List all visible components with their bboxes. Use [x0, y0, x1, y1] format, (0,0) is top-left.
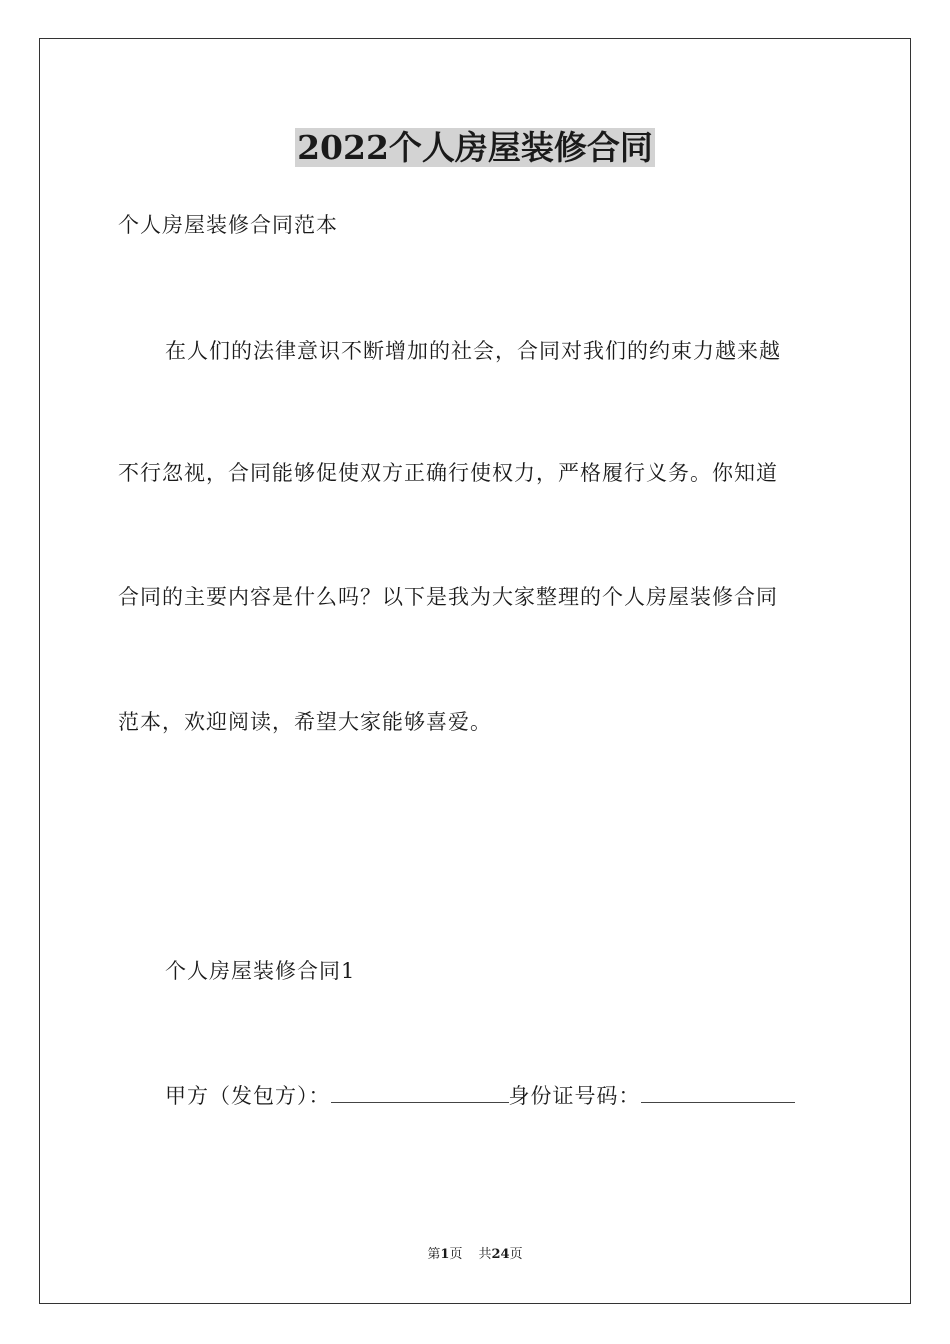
section-heading: 个人房屋装修合同1 — [165, 959, 356, 983]
party-a-row — [165, 1081, 795, 1111]
paragraph-line: 不行忽视，合同能够促使双方正确行使权力，严格履行义务。你知道 — [118, 461, 778, 485]
paragraph-line: 合同的主要内容是什么吗？以下是我为大家整理的个人房屋装修合同 — [118, 585, 778, 609]
party-a-label: 甲方（发包方）： — [165, 1084, 331, 1108]
total-prefix: 共 — [478, 1247, 492, 1262]
document-title — [0, 126, 950, 170]
page-footer — [0, 1246, 950, 1264]
paragraph-line: 范本，欢迎阅读，希望大家能够喜爱。 — [118, 710, 492, 734]
page-prefix: 第 — [427, 1247, 441, 1262]
document-title-text: 2022个人房屋装修合同 — [297, 128, 653, 167]
paragraph-line: 在人们的法律意识不断增加的社会，合同对我们的约束力越来越 — [165, 339, 781, 363]
total-pages: 24 — [491, 1247, 510, 1262]
id-number-label: 身份证号码： — [508, 1084, 641, 1108]
document-subtitle: 个人房屋装修合同范本 — [118, 213, 338, 237]
party-a-name-blank[interactable] — [331, 1082, 509, 1103]
id-number-blank[interactable] — [641, 1082, 795, 1103]
page-number: 1 — [440, 1247, 450, 1262]
total-suffix: 页 — [509, 1247, 523, 1262]
page-suffix: 页 — [449, 1247, 463, 1262]
